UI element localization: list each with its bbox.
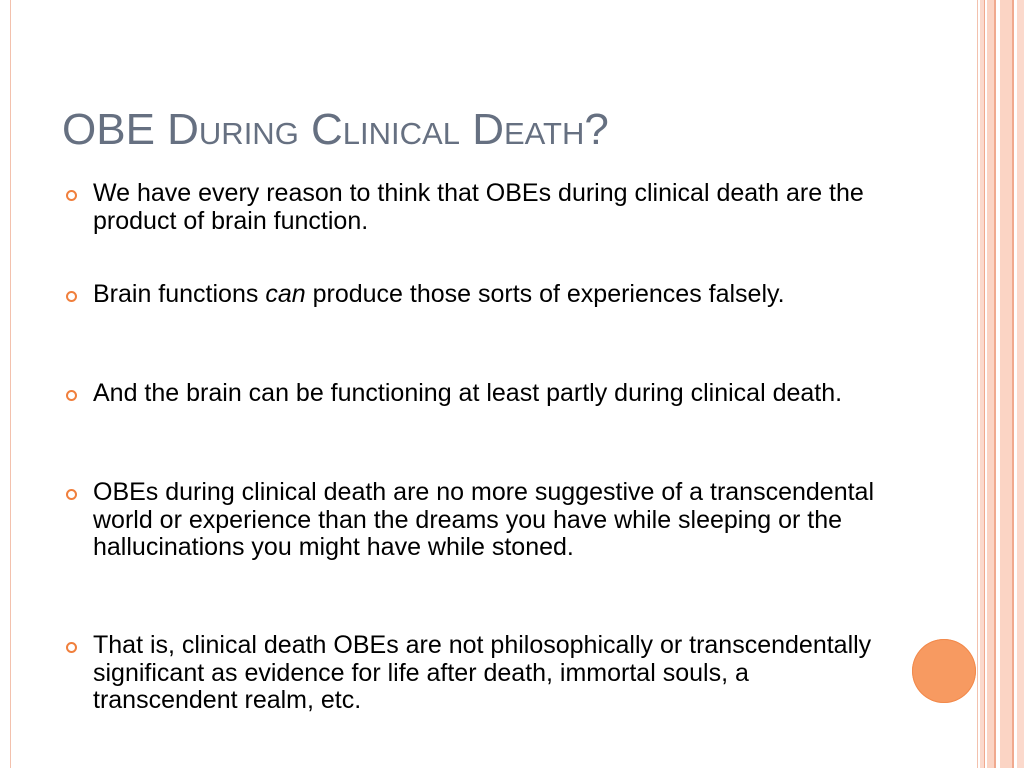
bullet-item: And the brain can be functioning at least partly during clinical death. — [93, 379, 843, 407]
bullet-item: We have every reason to think that OBEs during clinical death are the product of brain function. — [93, 179, 864, 235]
bullet-icon — [66, 489, 77, 500]
bullet-item: That is, clinical death OBEs are not philosophically or transcendentally significant as evidence for life after death, immortal souls, a transcendent realm, etc. — [93, 631, 872, 714]
bullet-icon — [66, 291, 77, 302]
bullet-icon — [66, 190, 77, 201]
bullet-text-before: Brain functions — [93, 280, 266, 308]
bullet-icon — [66, 390, 77, 401]
bullet-item: OBEs during clinical death are no more suggestive of a transcendental world or experience than the dreams you have while sleeping or the hallucinations you might have while stoned. — [93, 478, 875, 561]
bullet-text-after: produce those sorts of experiences falsely. — [305, 280, 785, 308]
bullet-icon — [66, 642, 77, 653]
bullet-emphasis: can — [265, 280, 306, 308]
bullet-item — [93, 281, 893, 309]
slide-title: OBE During Clinical Death? — [62, 105, 609, 154]
